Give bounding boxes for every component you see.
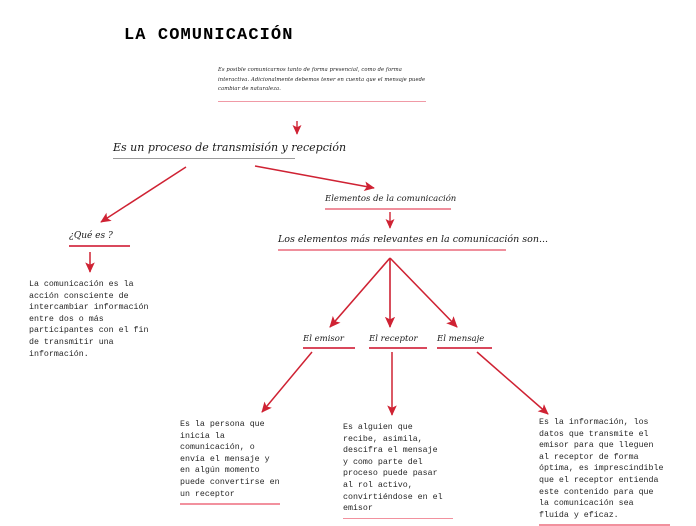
intro-note-text: Es posible comunicarnos tanto de forma presencial, como de forma interactiva. Adicionalmente debemos tener en cuenta que el mensaje puede cambiar de naturaleza. [218, 67, 426, 92]
arrow-emisor-to-description [262, 352, 312, 412]
node-receptor-underline [369, 347, 427, 349]
block-receptor-underline [343, 518, 453, 520]
block-receptor [343, 422, 445, 519]
block-emisor [180, 419, 280, 505]
intro-note-underline [218, 101, 426, 102]
arrow-relevantes-to-mensaje [390, 258, 457, 327]
node-relevantes-label: Los elementos más relevantes en la comunicación son... [278, 234, 549, 245]
node-receptor[interactable] [369, 334, 427, 349]
block-receptor-text: Es alguien que recibe, asimila, descifra el mensaje y como parte del proceso puede pasar al rol activo, convirtiéndose en el emisor [343, 423, 443, 514]
arrow-relevantes-to-emisor [330, 258, 390, 327]
block-emisor-text: Es la persona que inicia la comunicación, o envía el mensaje y en algún momento puede convertirse en un receptor [180, 420, 280, 499]
node-proceso-underline [113, 158, 295, 159]
node-relevantes-underline [278, 249, 506, 251]
node-elementos-underline [325, 208, 451, 210]
node-mensaje-underline [437, 347, 492, 349]
block-definicion [29, 279, 151, 360]
block-mensaje-text: Es la información, los datos que transmite el emisor para que lleguen al receptor de forma óptima, es imprescindible que el receptor entienda este contenido para que la comunicación sea fluida y eficaz. [539, 418, 664, 520]
node-elementos-label: Elementos de la comunicación [325, 194, 457, 204]
block-definicion-text: La comunicación es la acción consciente de intercambiar información entre dos o más participantes con el fin de transmitir una información. [29, 280, 149, 359]
node-relevantes[interactable] [278, 234, 548, 251]
node-emisor[interactable] [303, 334, 355, 349]
node-que-es-label: ¿Qué es ? [69, 231, 113, 241]
node-emisor-underline [303, 347, 355, 349]
node-que-es[interactable] [69, 231, 130, 247]
arrow-proceso-to-que-es [101, 167, 186, 222]
node-proceso-label: Es un proceso de transmisión y recepción [113, 141, 347, 154]
node-elementos[interactable] [325, 194, 456, 210]
page-title: LA COMUNICACIÓN [124, 26, 294, 45]
block-emisor-underline [180, 503, 280, 505]
arrow-mensaje-to-description [477, 352, 548, 414]
arrow-proceso-to-elementos [255, 166, 374, 188]
intro-note [218, 66, 426, 102]
node-receptor-label: El receptor [369, 334, 418, 344]
node-emisor-label: El emisor [303, 334, 344, 344]
node-que-es-underline [69, 245, 130, 247]
block-mensaje [539, 417, 667, 526]
node-mensaje[interactable] [437, 334, 492, 349]
node-proceso[interactable] [113, 141, 346, 159]
node-mensaje-label: El mensaje [437, 334, 485, 344]
